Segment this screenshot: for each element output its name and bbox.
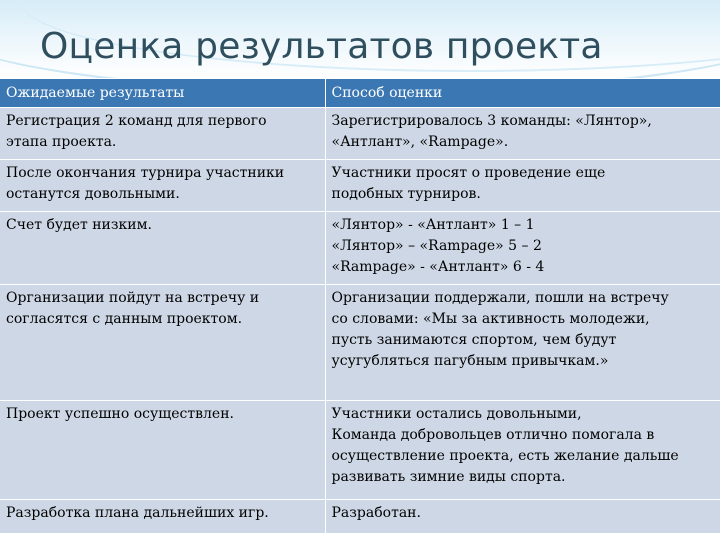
table-row: [0, 500, 720, 534]
expected-result-cell: [0, 500, 325, 534]
cell-line: со словами: «Мы за активность молодежи,: [331, 311, 650, 327]
cell-line: Участники просят о проведение еще: [331, 165, 606, 181]
cell-line: усугубляться пагубным привычкам.»: [331, 353, 609, 369]
cell-line: «Антлант», «Rampage».: [331, 134, 509, 150]
table-row: [0, 108, 720, 160]
cell-line: Команда добровольцев отлично помогала в: [331, 427, 655, 443]
cell-line: Регистрация 2 команд для первого: [6, 113, 267, 129]
expected-result-cell: [0, 401, 325, 500]
evaluation-method-cell: [325, 285, 720, 401]
evaluation-method-cell: [325, 212, 720, 285]
cell-line: «Rampage» - «Антлант» 6 - 4: [331, 259, 545, 275]
cell-line: Счет будет низким.: [6, 217, 152, 233]
cell-line: После окончания турнира участники: [6, 165, 285, 181]
cell-line: развивать зимние виды спорта.: [331, 469, 566, 485]
expected-result-cell: [0, 108, 325, 160]
cell-line: осуществление проекта, есть желание дальше: [331, 448, 679, 464]
evaluation-method-cell: [325, 500, 720, 534]
table-row: [0, 285, 720, 401]
expected-result-cell: [0, 212, 325, 285]
cell-line: Организации пойдут на встречу и: [6, 290, 260, 306]
table-header-row: [0, 79, 720, 108]
cell-line: Разработка плана дальнейших игр.: [6, 505, 269, 521]
header-evaluation-method: Способ оценки: [325, 79, 720, 108]
cell-line: «Лянтор» – «Rampage» 5 – 2: [331, 238, 542, 254]
cell-line: Зарегистрировалось 3 команды: «Лянтор»,: [331, 113, 652, 129]
expected-result-cell: [0, 160, 325, 212]
cell-line: пусть занимаются спортом, чем будут: [331, 332, 617, 348]
cell-line: Организации поддержали, пошли на встречу: [331, 290, 669, 306]
cell-line: Проект успешно осуществлен.: [6, 406, 234, 422]
table-row: [0, 212, 720, 285]
cell-line: Участники остались довольными,: [331, 406, 582, 422]
cell-line: подобных турниров.: [331, 186, 481, 202]
evaluation-method-cell: [325, 160, 720, 212]
results-table: [0, 79, 720, 534]
cell-line: Разработан.: [331, 505, 421, 521]
header-expected-results: Ожидаемые результаты: [0, 79, 325, 108]
table-row: [0, 160, 720, 212]
page-title: Оценка результатов проекта: [40, 26, 603, 67]
evaluation-method-cell: [325, 401, 720, 500]
title-banner: [0, 0, 720, 78]
cell-line: останутся довольными.: [6, 186, 180, 202]
evaluation-method-cell: [325, 108, 720, 160]
table-row: [0, 401, 720, 500]
cell-line: этапа проекта.: [6, 134, 117, 150]
expected-result-cell: [0, 285, 325, 401]
cell-line: «Лянтор» - «Антлант» 1 – 1: [331, 217, 535, 233]
cell-line: согласятся с данным проектом.: [6, 311, 243, 327]
